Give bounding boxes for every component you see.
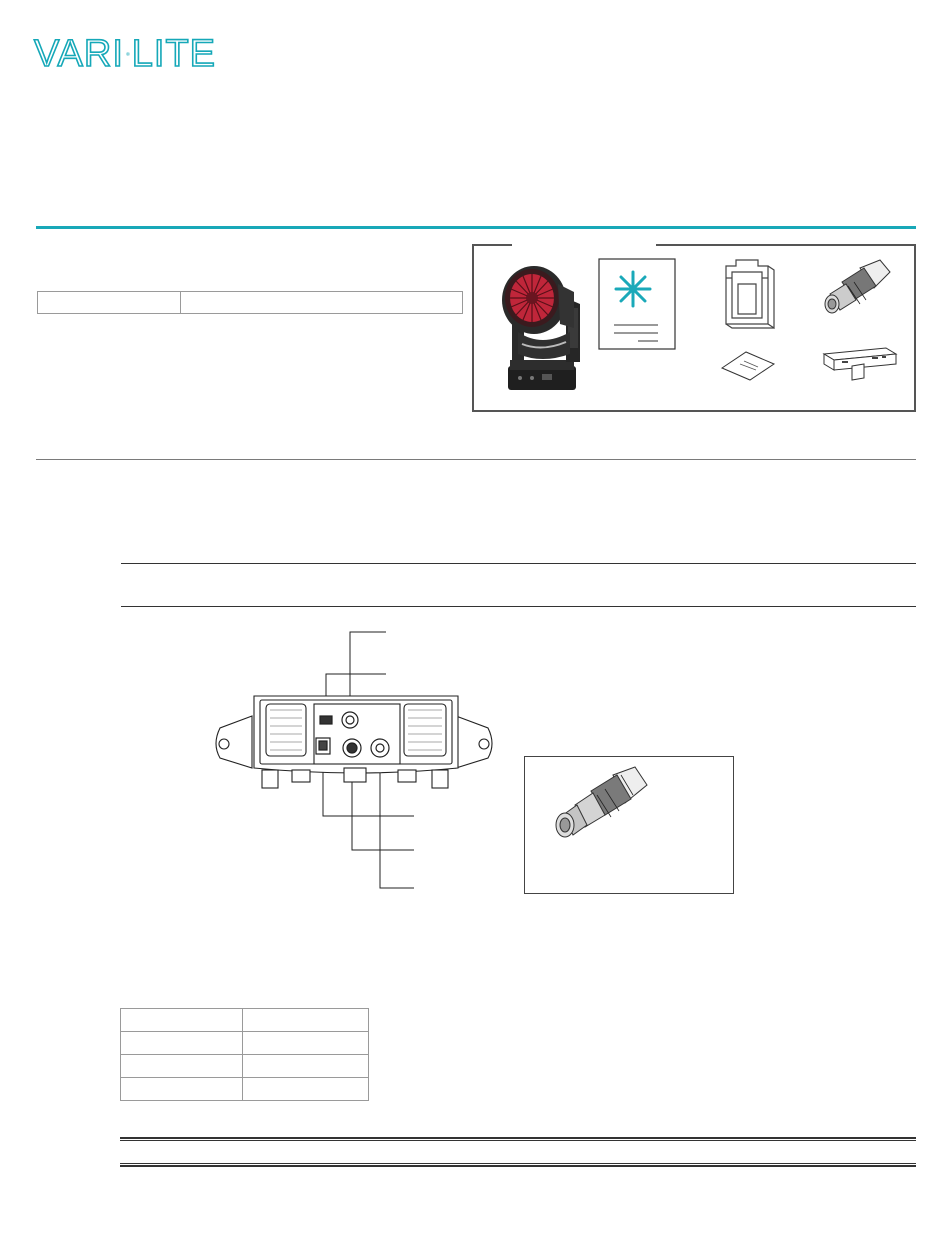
section-divider [36,459,916,460]
note-top-rule [121,563,916,564]
powercon-connector-icon [820,258,894,320]
table-cell [181,292,463,314]
moving-head-fixture-icon [496,258,588,396]
table-row [38,292,463,314]
connector-inset-box [524,756,734,894]
logo-text-left: VARI [34,33,124,75]
note-bottom-rule [121,606,916,607]
table-row [121,1032,369,1055]
package-contents-box [472,244,916,412]
table-cell [121,1009,243,1032]
table-cell [243,1055,369,1078]
table-cell [121,1055,243,1078]
asterisk-star-icon [126,39,130,69]
table-row [121,1078,369,1101]
warning-bottom-rule [120,1163,916,1167]
logo-text-right: LITE [131,33,216,75]
box-title-gap [512,243,656,247]
document-icon [598,258,678,352]
table-row [121,1055,369,1078]
spec-table-bottom [120,1008,369,1101]
table-cell [121,1078,243,1101]
table-cell [243,1032,369,1055]
table-row [121,1009,369,1032]
table-cell [38,292,181,314]
omega-bracket-icon [820,344,900,384]
header-divider [36,226,916,229]
spec-table-top [37,291,463,314]
paper-card-icon [720,350,776,382]
vari-lite-logo [34,33,216,75]
powercon-true1-connector-icon [551,765,651,845]
rear-panel-diagram [210,628,510,896]
table-cell [121,1032,243,1055]
warning-top-rule [120,1137,916,1141]
table-cell [243,1078,369,1101]
clamp-bracket-icon [718,258,776,332]
table-cell [243,1009,369,1032]
